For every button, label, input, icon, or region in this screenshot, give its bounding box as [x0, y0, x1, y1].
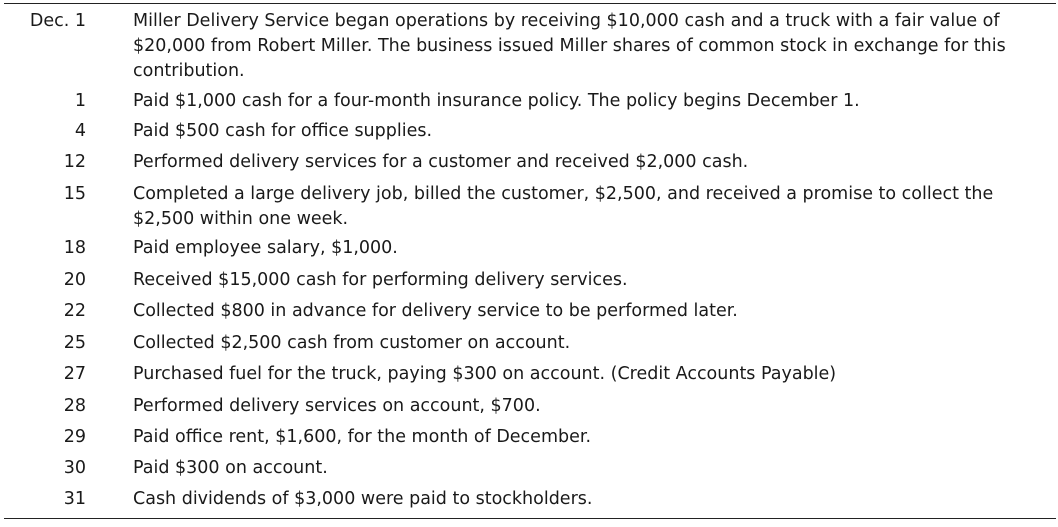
transaction-description: Paid $1,000 cash for a four-month insurance policy. The policy begins December 1. — [133, 91, 860, 111]
transaction-description: Collected $2,500 cash from customer on account. — [133, 333, 571, 353]
transaction-description: Paid employee salary, $1,000. — [133, 238, 398, 258]
transaction-description: Received $15,000 cash for performing delivery services. — [133, 270, 628, 290]
transaction-date: 25 — [63, 333, 86, 353]
transaction-date: 30 — [63, 458, 86, 478]
top-rule — [4, 3, 1056, 4]
transaction-date: 31 — [63, 489, 86, 509]
transaction-description: Collected $800 in advance for delivery service to be performed later. — [133, 301, 738, 321]
transaction-description: Completed a large delivery job, billed the customer, $2,500, and received a promise to collect the $2,500 within one week. — [133, 184, 994, 229]
transaction-date: 12 — [63, 152, 86, 172]
transaction-description: Paid $300 on account. — [133, 458, 328, 478]
transaction-date: 1 — [74, 91, 86, 111]
transaction-description: Performed delivery services for a customer and received $2,000 cash. — [133, 152, 749, 172]
transaction-date: 4 — [74, 121, 86, 141]
transaction-date: Dec. 1 — [29, 11, 86, 31]
transaction-description: Performed delivery services on account, $700. — [133, 396, 541, 416]
transaction-description: Miller Delivery Service began operations by receiving $10,000 cash and a truck with a fair value of $20,000 from Robert Miller. The business issued Miller shares of common stock in exchange for this contribution. — [133, 11, 1006, 81]
transaction-description: Paid $500 cash for office supplies. — [133, 121, 433, 141]
transaction-date: 15 — [63, 184, 86, 204]
transaction-date: 18 — [63, 238, 86, 258]
transaction-date: 28 — [63, 396, 86, 416]
transaction-date: 29 — [63, 427, 86, 447]
transaction-date: 20 — [63, 270, 86, 290]
transaction-description: Cash dividends of $3,000 were paid to stockholders. — [133, 489, 593, 509]
transaction-date: 27 — [63, 364, 86, 384]
transaction-date: 22 — [63, 301, 86, 321]
bottom-rule — [4, 518, 1056, 519]
transaction-description: Paid office rent, $1,600, for the month of December. — [133, 427, 592, 447]
transaction-description: Purchased fuel for the truck, paying $300 on account. (Credit Accounts Payable) — [133, 364, 837, 384]
